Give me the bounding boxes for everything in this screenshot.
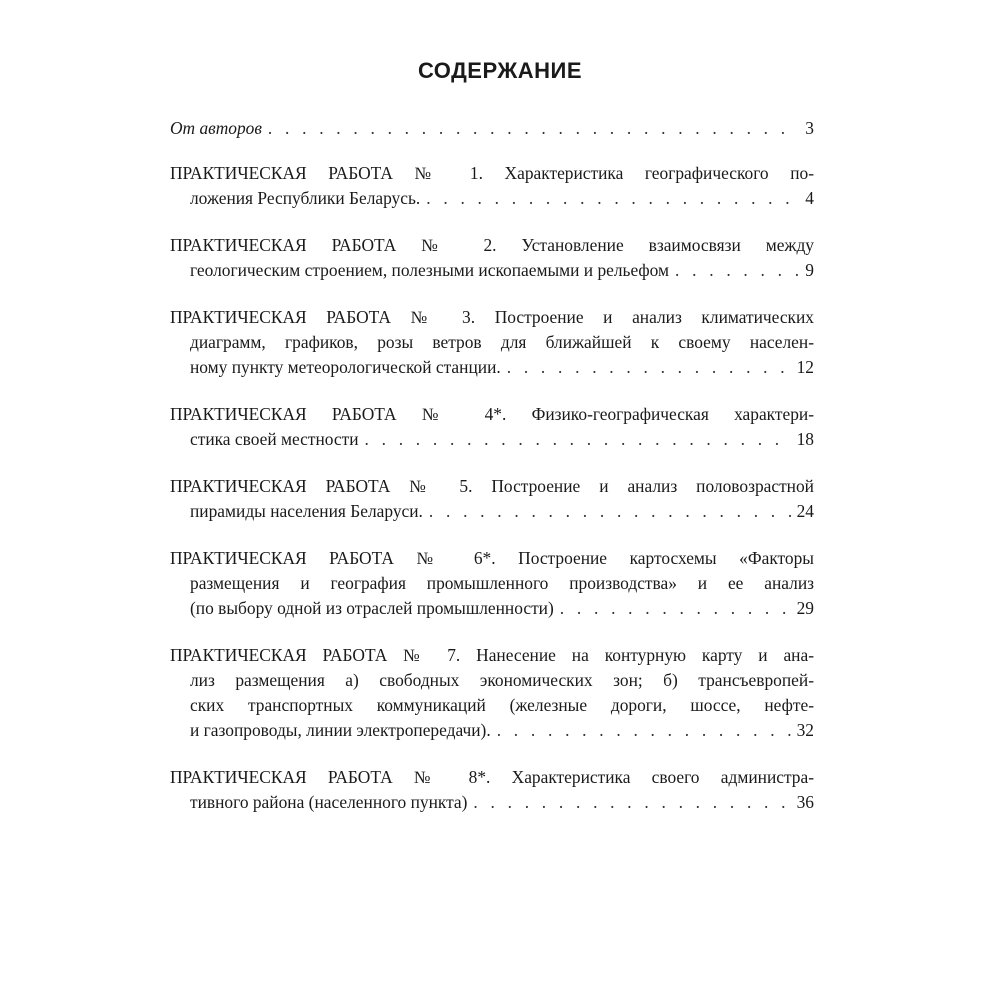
toc-entry-title-continued: (по выбору одной из отраслей промышленности) (190, 598, 554, 618)
toc-entry-title: От авторов (170, 118, 262, 138)
toc-entry-title-continued: размещения и география промышленного производства» и ее анализ (190, 573, 814, 593)
toc-entry-work-7[interactable] (170, 643, 814, 743)
dot-leader (497, 718, 791, 743)
dot-leader (560, 596, 791, 621)
toc-entry-title-continued: и газопроводы, линии электропередачи). (190, 720, 491, 740)
toc-page-number: 3 (805, 118, 814, 138)
toc-entry-title-continued: геологическим строением, полезными ископаемыми и рельефом (190, 260, 670, 280)
toc-entry-title: ПРАКТИЧЕСКАЯ РАБОТА № 1. Характеристика географического по- (170, 163, 814, 183)
toc-page-number: 4 (805, 188, 814, 208)
toc-entry-title-continued: лиз размещения а) свободных экономических зон; б) трансъевропей- (190, 670, 814, 690)
toc-entry-title-continued: ному пункту метеорологической станции. (190, 357, 501, 377)
page-title: СОДЕРЖАНИЕ (417, 58, 583, 83)
toc-page-number: 18 (796, 429, 814, 449)
toc-page-number: 24 (796, 501, 814, 521)
toc-entry-title-continued: стика своей местности (190, 429, 359, 449)
dot-leader (365, 427, 791, 452)
toc-entry-from-authors[interactable] (170, 116, 814, 141)
toc-entry-work-3[interactable] (170, 305, 814, 380)
toc-entry-title: ПРАКТИЧЕСКАЯ РАБОТА № 2. Установление взаимосвязи между (170, 235, 814, 255)
toc-entry-work-4[interactable] (170, 402, 814, 452)
toc-entry-title-continued: ских транспортных коммуникаций (железные дороги, шоссе, нефте- (190, 695, 814, 715)
dot-leader (675, 258, 799, 283)
toc-entry-title-continued: диаграмм, графиков, розы ветров для ближайшей к своему населен- (190, 332, 814, 352)
dot-leader (473, 790, 790, 815)
dot-leader (429, 499, 791, 524)
toc-entry-title: ПРАКТИЧЕСКАЯ РАБОТА № 8*. Характеристика своего администра- (170, 767, 814, 787)
toc-entry-title: ПРАКТИЧЕСКАЯ РАБОТА № 6*. Построение картосхемы «Факторы (170, 548, 814, 568)
toc-page-number: 36 (796, 792, 814, 812)
toc-page-number: 29 (796, 598, 814, 618)
toc-entry-title-continued: пирамиды населения Беларуси. (190, 501, 423, 521)
toc-entry-title: ПРАКТИЧЕСКАЯ РАБОТА № 7. Нанесение на контурную карту и ана- (170, 645, 814, 665)
toc-page-number: 12 (796, 357, 814, 377)
toc-entry-title-continued: тивного района (населенного пункта) (190, 792, 468, 812)
toc-entry-title: ПРАКТИЧЕСКАЯ РАБОТА № 5. Построение и анализ половозрастной (170, 476, 814, 496)
toc-entry-title: ПРАКТИЧЕСКАЯ РАБОТА № 3. Построение и анализ климатических (170, 307, 814, 327)
toc-entry-work-1[interactable] (170, 161, 814, 211)
dot-leader (507, 355, 791, 380)
dot-leader (426, 186, 799, 211)
toc-page-number: 32 (796, 720, 814, 740)
toc-entry-work-8[interactable] (170, 765, 814, 815)
dot-leader (268, 116, 799, 141)
toc-page-number: 9 (805, 260, 814, 280)
toc-entry-work-2[interactable] (170, 233, 814, 283)
toc-entry-title-continued: ложения Республики Беларусь. (190, 188, 421, 208)
table-of-contents (170, 116, 814, 837)
toc-entry-title: ПРАКТИЧЕСКАЯ РАБОТА № 4*. Физико-географическая характери- (170, 404, 814, 424)
toc-entry-work-6[interactable] (170, 546, 814, 621)
toc-entry-work-5[interactable] (170, 474, 814, 524)
